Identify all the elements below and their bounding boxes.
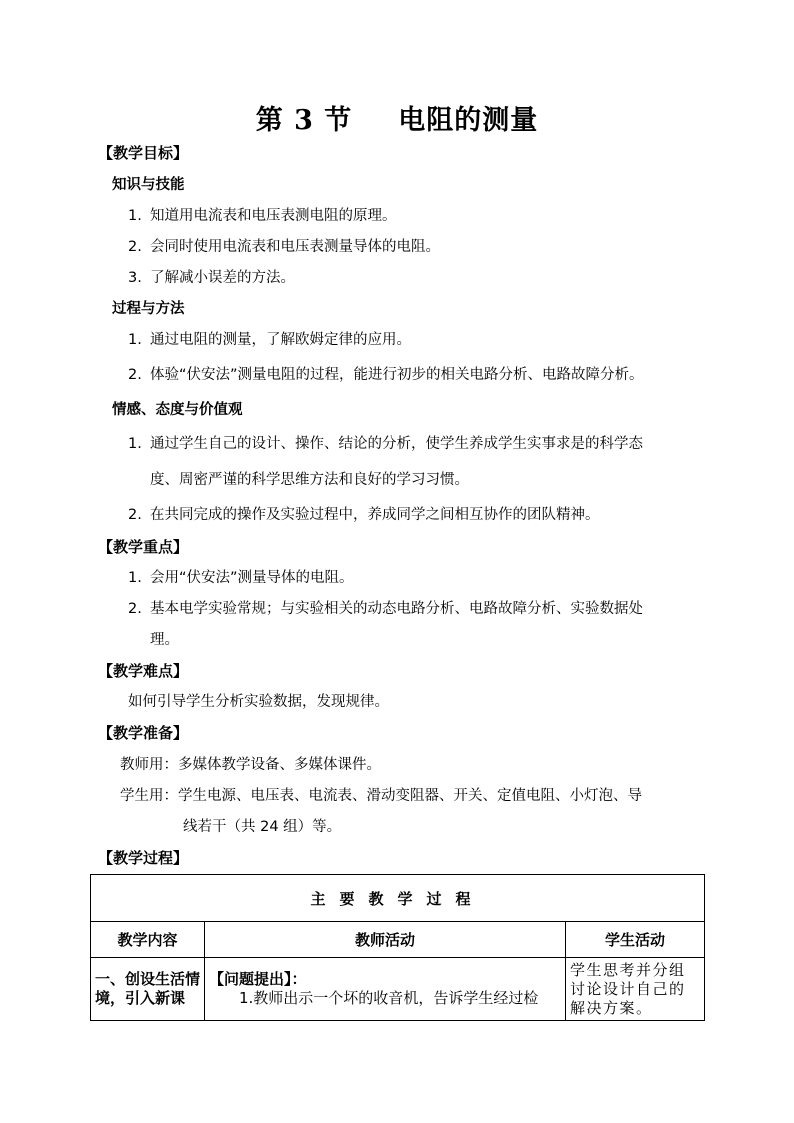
teacher-subheading: 【问题提出】： [209, 970, 307, 988]
preparation-teacher: 教师用：多媒体教学设备、多媒体课件。 [120, 757, 381, 773]
column-header-teacher: 教师活动 [205, 922, 566, 958]
key-points-header: 【教学重点】 [98, 538, 189, 556]
process-section-header: 【教学过程】 [98, 849, 189, 867]
preparation-student: 学生用：学生电源、电压表、电流表、滑动变阻器、开关、定值电阻、小灯泡、导 [120, 788, 642, 804]
attitude-label: 情感、态度与价值观 [112, 402, 243, 418]
preparation-student-cont: 线若干（共 24 组）等。 [183, 819, 342, 835]
column-header-student: 学生活动 [566, 922, 705, 958]
teaching-process-table [90, 874, 705, 1021]
table-title: 主要教学过程 [91, 875, 705, 922]
title-name: 电阻的测量 [398, 105, 539, 136]
knowledge-item-2: 2. 会同时使用电流表和电压表测量导体的电阻。 [128, 239, 440, 255]
attitude-item-1: 1. 通过学生自己的设计、操作、结论的分析，使学生养成学生实事求是的科学态 [128, 436, 643, 452]
attitude-item-2: 2. 在共同完成的操作及实验过程中，养成同学之间相互协作的团队精神。 [128, 507, 600, 523]
column-header-content: 教学内容 [91, 922, 205, 958]
row-teacher [205, 958, 566, 1021]
knowledge-item-3: 3. 了解减小误差的方法。 [128, 270, 295, 286]
table-title-row [91, 875, 705, 922]
row-content: 一、创设生活情境，引入新课 [91, 958, 205, 1021]
preparation-header: 【教学准备】 [98, 724, 189, 742]
difficulty-header: 【教学难点】 [98, 662, 189, 680]
process-label: 过程与方法 [112, 301, 185, 317]
key-point-1: 1. 会用“伏安法”测量导体的电阻。 [128, 570, 354, 586]
page-title [0, 98, 794, 137]
table-row [91, 958, 705, 1021]
key-point-2: 2. 基本电学实验常规；与实验相关的动态电路分析、电路故障分析、实验数据处 [128, 601, 643, 617]
title-section: 第 3 节 [255, 105, 353, 136]
difficulty-text: 如何引导学生分析实验数据，发现规律。 [128, 694, 389, 710]
key-point-2-cont: 理。 [150, 632, 179, 648]
knowledge-item-1: 1. 知道用电流表和电压表测电阻的原理。 [128, 208, 397, 224]
process-item-1: 1. 通过电阻的测量，了解欧姆定律的应用。 [128, 332, 411, 348]
teacher-line: 1.教师出示一个坏的收音机，告诉学生经过检 [239, 989, 539, 1007]
table-header-row [91, 922, 705, 958]
objectives-header: 【教学目标】 [98, 144, 189, 162]
knowledge-label: 知识与技能 [112, 177, 185, 193]
process-item-2: 2. 体验“伏安法”测量电阻的过程，能进行初步的相关电路分析、电路故障分析。 [128, 367, 644, 383]
attitude-item-1-cont: 度、周密严谨的科学思维方法和良好的学习习惯。 [150, 472, 469, 488]
row-student: 学生思考并分组讨论设计自己的解决方案。 [566, 958, 705, 1021]
